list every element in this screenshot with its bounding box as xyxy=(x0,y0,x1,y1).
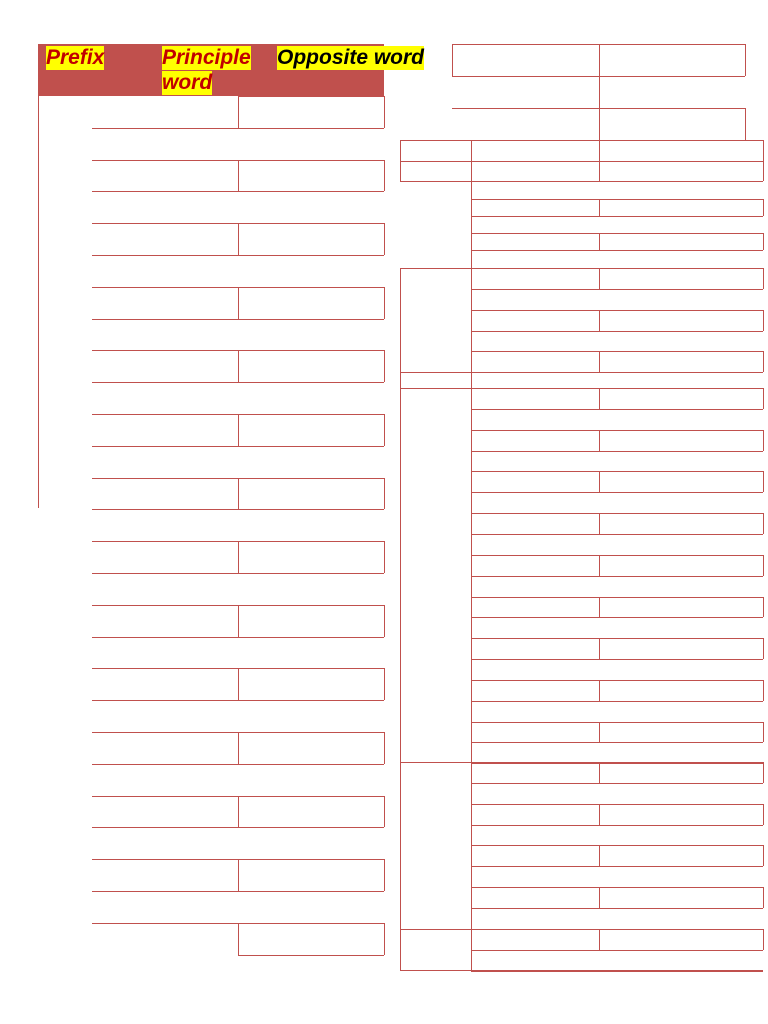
table-rule xyxy=(238,541,239,573)
table-rule xyxy=(238,191,384,192)
table-rule xyxy=(92,223,238,224)
table-rule xyxy=(92,414,238,415)
table-rule xyxy=(400,268,471,269)
table-rule xyxy=(471,268,763,269)
table-rule xyxy=(471,845,763,846)
table-rule xyxy=(400,140,401,181)
table-rule xyxy=(471,659,763,660)
table-rule xyxy=(599,555,600,576)
header-prefix: Prefix xyxy=(46,46,105,69)
table-rule xyxy=(238,478,384,479)
table-rule xyxy=(763,471,764,492)
table-rule xyxy=(92,605,238,606)
table-rule xyxy=(763,513,764,534)
table-rule xyxy=(471,534,763,535)
table-rule xyxy=(238,764,384,765)
table-rule xyxy=(238,637,384,638)
table-rule xyxy=(471,617,763,618)
table-rule xyxy=(92,796,238,797)
table-rule xyxy=(599,887,600,908)
table-rule xyxy=(471,471,763,472)
table-rule xyxy=(471,762,763,763)
table-rule xyxy=(238,859,239,891)
table-rule xyxy=(238,700,384,701)
table-rule xyxy=(471,638,763,639)
table-rule xyxy=(471,430,763,431)
table-rule xyxy=(471,233,763,234)
table-rule xyxy=(400,161,763,162)
table-rule xyxy=(471,763,763,764)
table-rule xyxy=(599,430,600,451)
table-rule xyxy=(599,388,600,409)
table-rule xyxy=(599,597,600,618)
table-rule xyxy=(238,350,384,351)
header-opposite: Opposite word xyxy=(277,46,424,69)
table-rule xyxy=(238,827,384,828)
table-rule xyxy=(471,310,763,311)
table-rule xyxy=(238,955,384,956)
table-rule xyxy=(471,866,763,867)
table-rule xyxy=(38,96,39,508)
table-rule xyxy=(763,199,764,216)
table-rule xyxy=(238,319,384,320)
header-principle-word: word xyxy=(162,71,213,94)
table-rule xyxy=(384,859,385,891)
table-rule xyxy=(471,492,763,493)
table-rule xyxy=(763,722,764,743)
table-rule xyxy=(238,160,239,192)
table-rule xyxy=(238,160,384,161)
table-rule xyxy=(763,388,764,409)
table-rule xyxy=(384,796,385,828)
table-rule xyxy=(763,555,764,576)
table-rule xyxy=(599,762,600,783)
table-rule xyxy=(599,513,600,534)
table-rule xyxy=(599,233,600,250)
table-rule xyxy=(471,762,472,929)
table-rule xyxy=(471,887,763,888)
table-rule xyxy=(471,804,763,805)
table-rule xyxy=(599,845,600,866)
table-rule xyxy=(471,140,472,268)
table-rule xyxy=(471,451,763,452)
table-rule xyxy=(238,541,384,542)
table-rule xyxy=(238,223,239,255)
table-rule xyxy=(384,160,385,192)
table-rule xyxy=(471,722,763,723)
table-rule xyxy=(471,783,763,784)
table-rule xyxy=(92,637,238,638)
table-rule xyxy=(238,414,239,446)
table-rule xyxy=(599,638,600,659)
table-rule xyxy=(92,573,238,574)
table-rule xyxy=(384,96,385,128)
table-rule xyxy=(763,233,764,250)
table-rule xyxy=(471,372,472,388)
table-rule xyxy=(384,923,385,955)
table-rule xyxy=(471,250,763,251)
table-rule xyxy=(238,605,239,637)
table-rule xyxy=(238,509,384,510)
table-rule xyxy=(92,859,238,860)
table-rule xyxy=(471,268,472,372)
table-rule xyxy=(599,140,600,181)
table-rule xyxy=(384,287,385,319)
table-rule xyxy=(238,891,384,892)
table-rule xyxy=(400,929,471,930)
table-rule xyxy=(763,638,764,659)
table-rule xyxy=(238,668,239,700)
table-rule xyxy=(471,555,763,556)
table-rule xyxy=(471,908,763,909)
table-rule xyxy=(238,223,384,224)
table-rule xyxy=(238,859,384,860)
table-rule xyxy=(599,929,600,950)
table-rule xyxy=(400,372,471,373)
table-rule xyxy=(238,350,239,382)
table-rule xyxy=(400,181,763,182)
table-rule xyxy=(471,929,763,930)
table-rule xyxy=(92,287,238,288)
table-rule xyxy=(471,199,763,200)
table-rule xyxy=(599,44,600,140)
table-rule xyxy=(471,216,763,217)
table-rule xyxy=(92,160,238,161)
table-rule xyxy=(763,680,764,701)
table-rule xyxy=(471,331,763,332)
table-rule xyxy=(599,804,600,825)
table-rule xyxy=(471,576,763,577)
table-rule xyxy=(238,414,384,415)
table-rule xyxy=(400,140,763,141)
table-rule xyxy=(763,887,764,908)
table-rule xyxy=(92,509,238,510)
table-rule xyxy=(238,796,384,797)
table-rule xyxy=(384,414,385,446)
table-rule xyxy=(400,762,471,763)
table-rule xyxy=(471,388,763,389)
table-rule xyxy=(92,891,238,892)
table-rule xyxy=(763,140,764,181)
table-rule xyxy=(384,541,385,573)
table-rule xyxy=(238,255,384,256)
table-rule xyxy=(238,128,384,129)
table-rule xyxy=(92,191,238,192)
table-rule xyxy=(238,478,239,510)
table-rule xyxy=(384,223,385,255)
table-rule xyxy=(763,762,764,783)
table-rule xyxy=(238,605,384,606)
table-rule xyxy=(471,388,472,763)
table-rule xyxy=(763,351,764,372)
table-rule xyxy=(384,668,385,700)
table-rule xyxy=(238,732,239,764)
table-rule xyxy=(471,409,763,410)
table-rule xyxy=(92,827,238,828)
table-rule xyxy=(238,287,239,319)
table-rule xyxy=(471,742,763,743)
table-rule xyxy=(452,44,453,76)
table-rule xyxy=(400,388,471,389)
table-rule xyxy=(471,351,763,352)
table-rule xyxy=(745,108,746,140)
table-rule xyxy=(763,845,764,866)
table-rule xyxy=(238,446,384,447)
table-rule xyxy=(471,680,763,681)
table-rule xyxy=(92,764,238,765)
table-rule xyxy=(471,929,472,971)
table-rule xyxy=(384,605,385,637)
table-rule xyxy=(92,541,238,542)
table-rule xyxy=(92,446,238,447)
table-rule xyxy=(92,319,238,320)
table-rule xyxy=(763,597,764,618)
table-rule xyxy=(238,382,384,383)
table-rule xyxy=(599,310,600,331)
table-rule xyxy=(599,268,600,289)
table-rule xyxy=(238,96,239,128)
table-rule xyxy=(92,382,238,383)
table-rule xyxy=(763,430,764,451)
table-rule xyxy=(763,268,764,289)
table-rule xyxy=(471,372,763,373)
table-rule xyxy=(471,289,763,290)
table-rule xyxy=(238,923,239,955)
table-rule xyxy=(384,732,385,764)
table-rule xyxy=(471,701,763,702)
table-rule xyxy=(471,597,763,598)
table-rule xyxy=(92,923,238,924)
table-rule xyxy=(763,804,764,825)
table-rule xyxy=(92,700,238,701)
table-rule xyxy=(471,513,763,514)
table-rule xyxy=(471,950,763,951)
table-rule xyxy=(400,970,763,971)
header-principle: Principle xyxy=(162,46,251,69)
table-rule xyxy=(92,668,238,669)
table-rule xyxy=(384,478,385,510)
table-rule xyxy=(92,732,238,733)
table-rule xyxy=(745,44,746,76)
table-rule xyxy=(763,929,764,950)
table-rule xyxy=(599,722,600,743)
table-rule xyxy=(763,310,764,331)
table-rule xyxy=(238,573,384,574)
table-rule xyxy=(238,96,384,97)
table-rule xyxy=(599,471,600,492)
table-rule xyxy=(92,350,238,351)
table-rule xyxy=(92,478,238,479)
table-rule xyxy=(384,350,385,382)
table-rule xyxy=(400,268,401,970)
table-rule xyxy=(599,351,600,372)
table-rule xyxy=(92,255,238,256)
table-rule xyxy=(471,825,763,826)
table-rule xyxy=(238,796,239,828)
table-rule xyxy=(238,668,384,669)
table-rule xyxy=(599,199,600,216)
table-rule xyxy=(238,923,384,924)
table-rule xyxy=(92,128,238,129)
table-rule xyxy=(238,732,384,733)
table-rule xyxy=(599,680,600,701)
table-rule xyxy=(238,287,384,288)
